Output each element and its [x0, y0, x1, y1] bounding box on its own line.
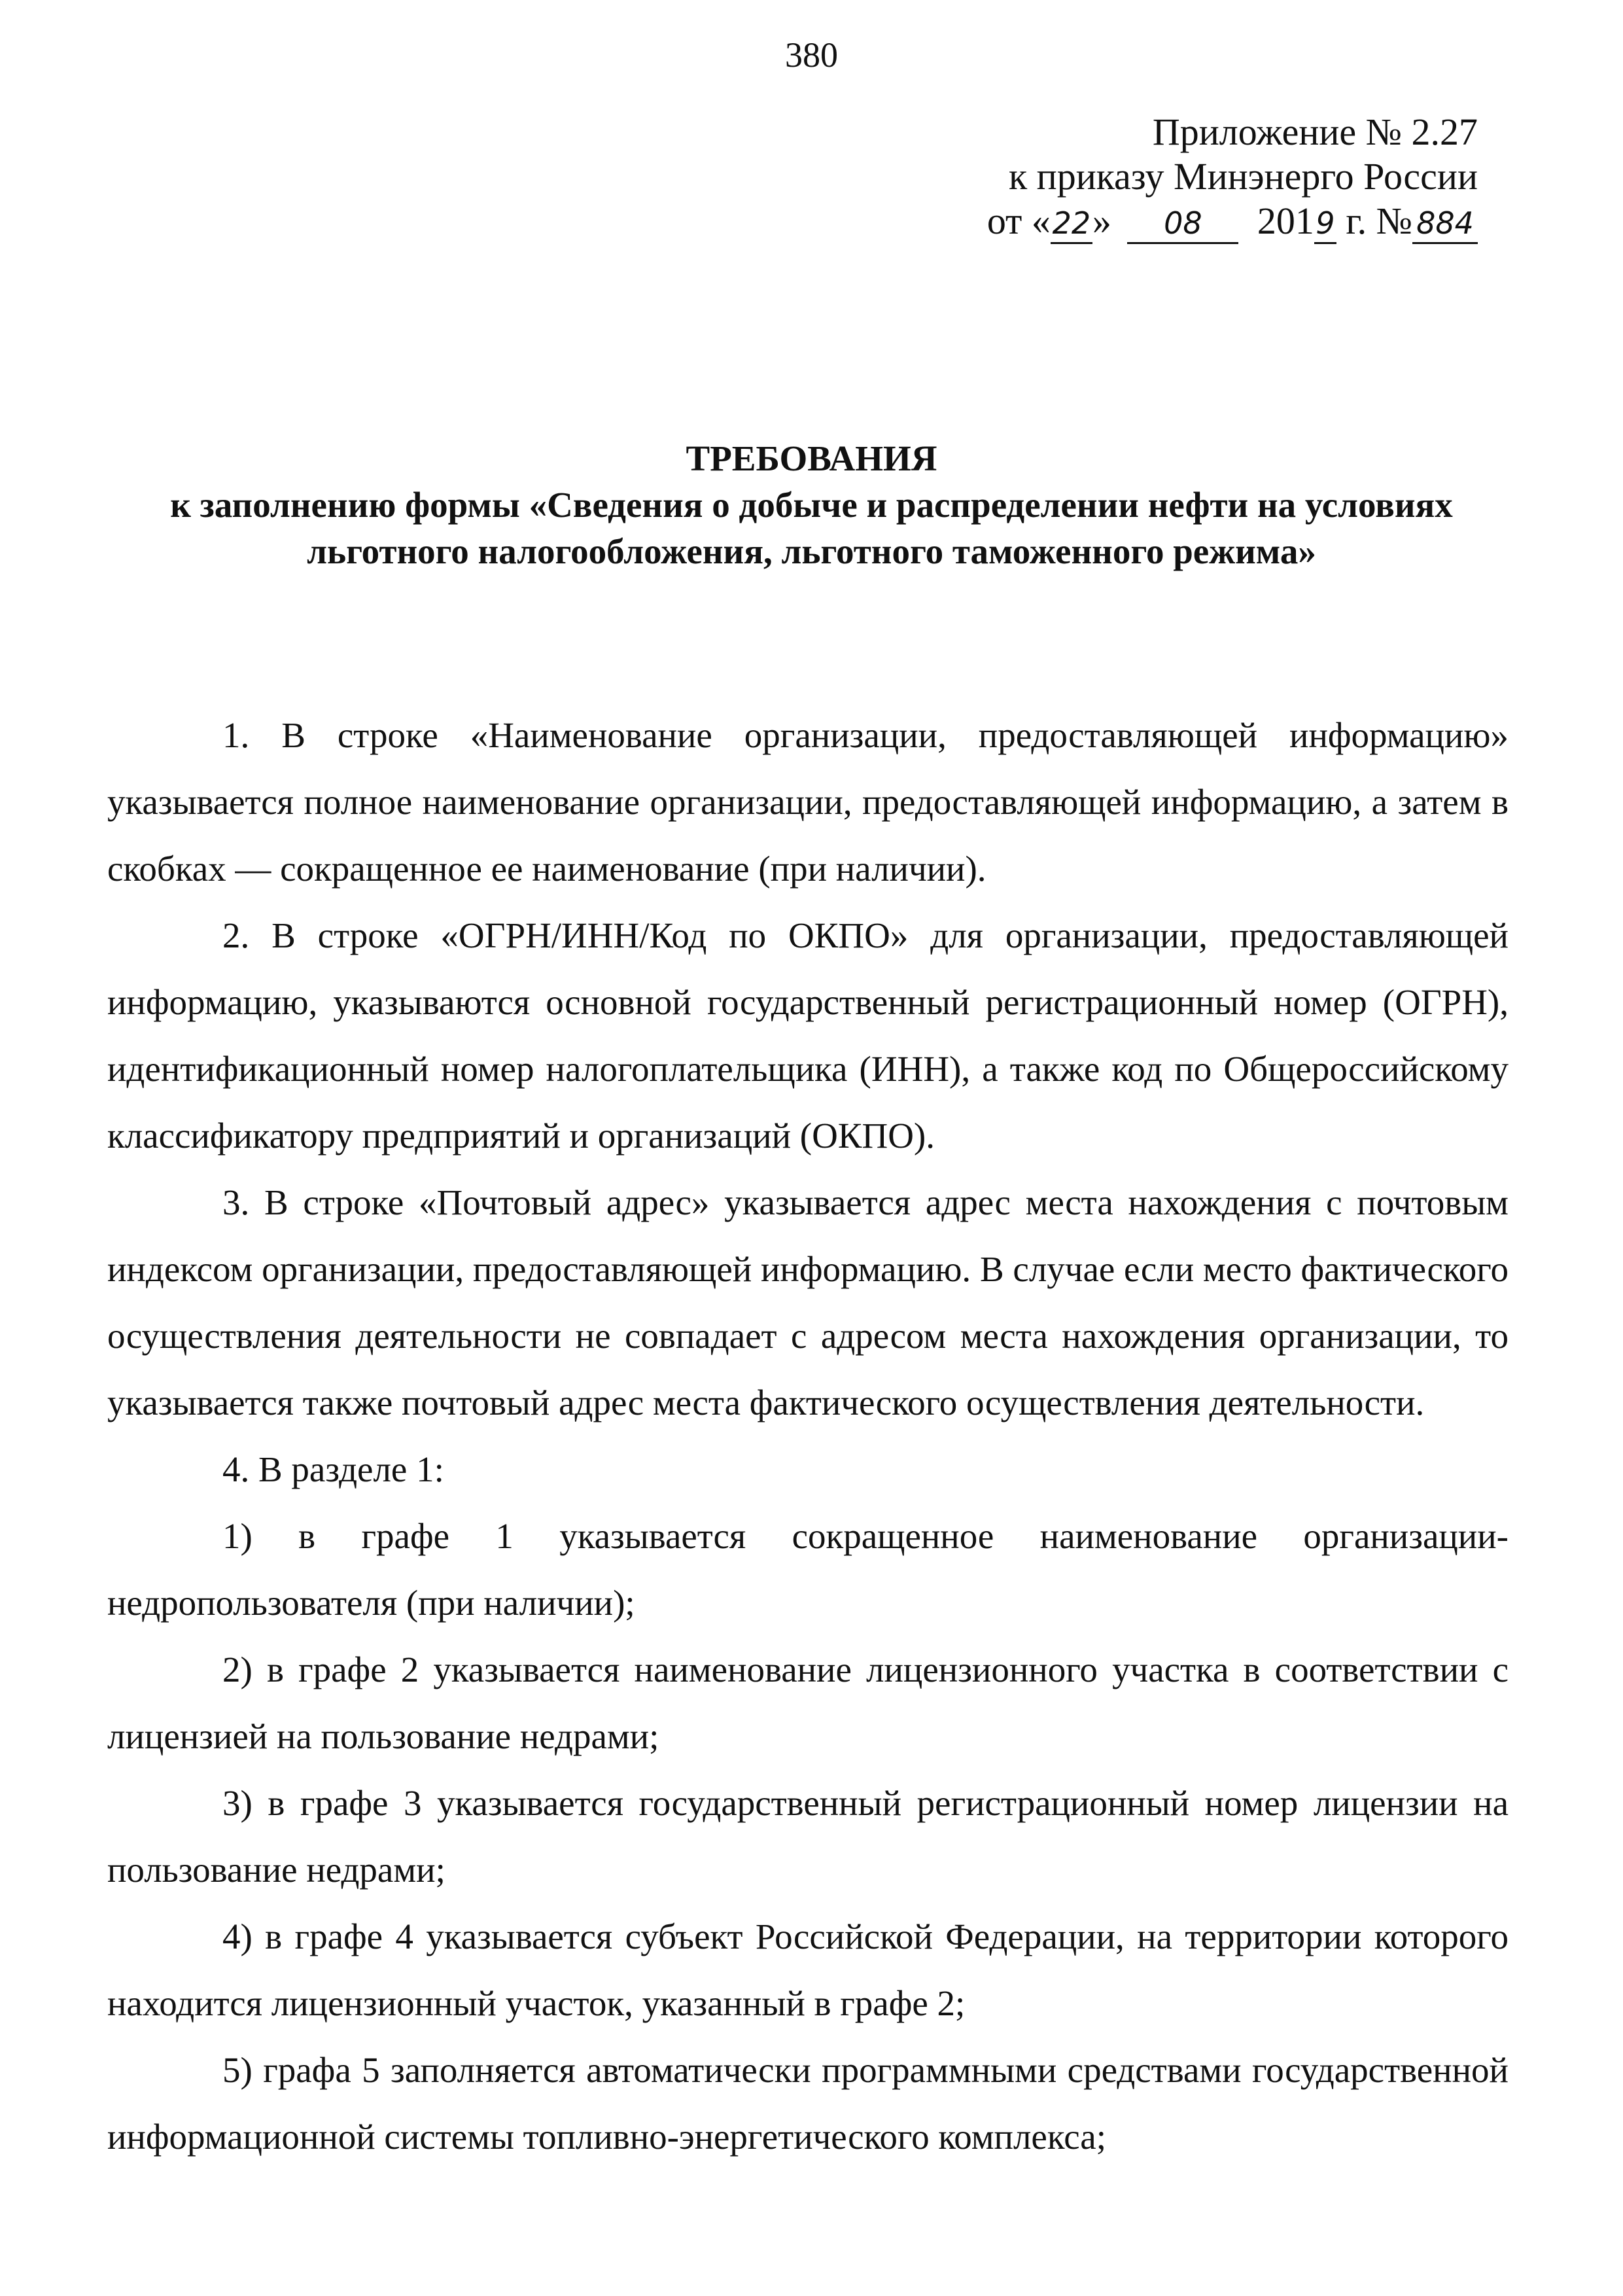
handwritten-day: 22 [1051, 204, 1092, 244]
date-mid: » [1092, 200, 1111, 242]
handwritten-month: 08 [1127, 204, 1238, 244]
date-prefix: от « [986, 200, 1051, 242]
document-title [98, 435, 1525, 574]
appendix-date-line [889, 199, 1478, 244]
page-number: 380 [785, 35, 838, 75]
item-2: 2) в графе 2 указывается наименование лицензионного участка в соответствии с лицензией на пользование недрами; [107, 1650, 1509, 1756]
title-heading: ТРЕБОВАНИЯ [686, 438, 937, 478]
paragraph-4: 4. В разделе 1: [222, 1449, 444, 1489]
paragraph-2: 2. В строке «ОГРН/ИНН/Код по ОКПО» для организации, предоставляющей информацию, указываются основной государственный регистрационный номер (ОГРН), идентификационный номер налогоплательщика (ИНН), а также код по Общероссийскому классификатору предприятий и организаций (ОКПО). [107, 915, 1509, 1156]
item-3: 3) в графе 3 указывается государственный регистрационный номер лицензии на пользование недрами; [107, 1783, 1509, 1890]
requirements-body [107, 702, 1509, 2170]
handwritten-year-digit: 9 [1314, 204, 1336, 244]
item-5: 5) графа 5 заполняется автоматически программными средствами государственной информационной системы топливно-энергетического комплекса; [107, 2050, 1509, 2157]
order-prefix: г. № [1336, 200, 1412, 242]
appendix-header [889, 110, 1478, 244]
item-1: 1) в графе 1 указывается сокращенное наименование организации-недропользователя (при наличии); [107, 1516, 1509, 1623]
handwritten-order-number: 884 [1412, 204, 1478, 244]
title-subtitle-line-2: льготного налогообложения, льготного таможенного режима» [307, 531, 1316, 571]
year-prefix: 201 [1257, 200, 1314, 242]
appendix-line-2: к приказу Минэнерго России [1009, 155, 1478, 198]
paragraph-1: 1. В строке «Наименование организации, предоставляющей информацию» указывается полное наименование организации, предоставляющей информацию, а затем в скобках — сокращенное ее наименование (при наличии). [107, 715, 1509, 889]
paragraph-3: 3. В строке «Почтовый адрес» указывается адрес места нахождения с почтовым индексом организации, предоставляющей информацию. В случае если место фактического осуществления деятельности не совпадает с адресом места нахождения организации, то указывается также почтовый адрес места фактического осуществления деятельности. [107, 1182, 1509, 1422]
item-4: 4) в графе 4 указывается субъект Российской Федерации, на территории которого находится лицензионный участок, указанный в графе 2; [107, 1916, 1509, 2023]
title-subtitle-line-1: к заполнению формы «Сведения о добыче и распределении нефти на условиях [170, 485, 1453, 525]
appendix-line-1: Приложение № 2.27 [1152, 111, 1478, 153]
